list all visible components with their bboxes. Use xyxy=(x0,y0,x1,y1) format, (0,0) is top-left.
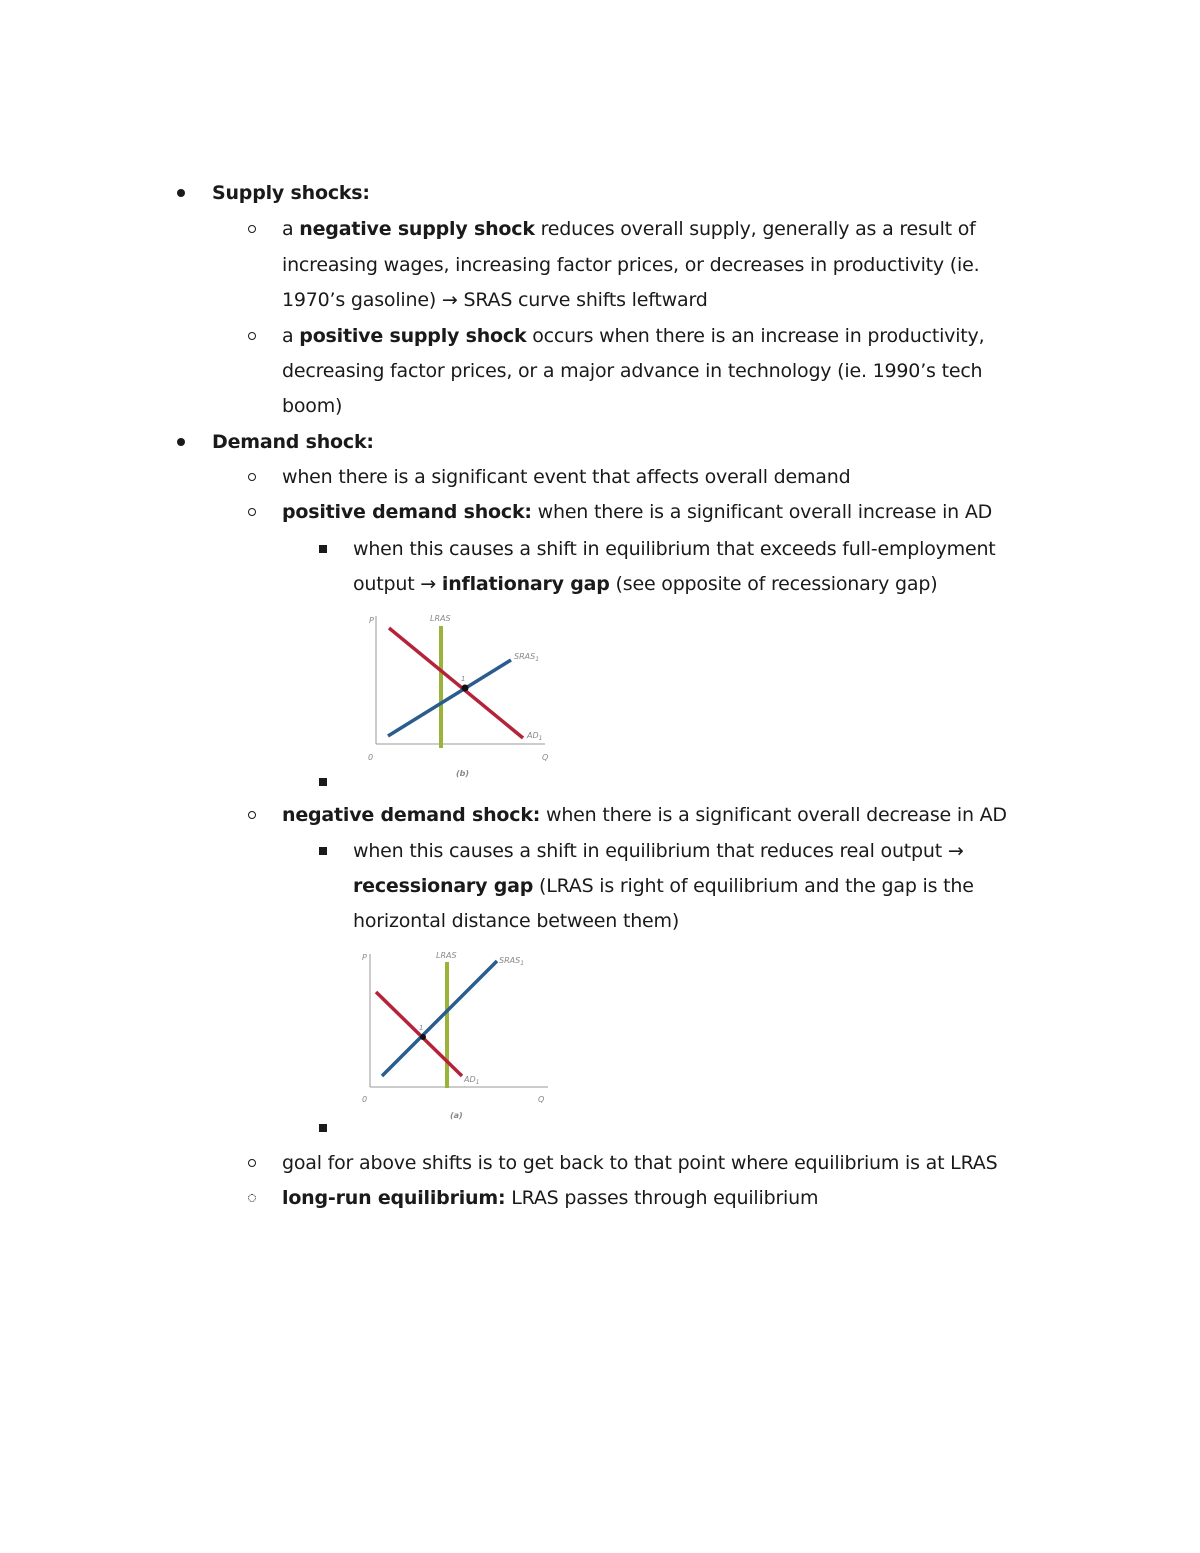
term-positive-demand-shock: positive demand shock: xyxy=(282,501,532,523)
negative-supply-shock-line3: 1970’s gasoline) → SRAS curve shifts leftward xyxy=(282,289,708,311)
p-axis-label: P xyxy=(362,953,367,962)
bullet-circle xyxy=(245,804,259,826)
term-positive-supply-shock: positive supply shock xyxy=(299,325,527,347)
term-negative-demand-shock: negative demand shock: xyxy=(282,804,541,826)
ad-line xyxy=(376,992,462,1076)
equilibrium-point xyxy=(420,1034,426,1040)
bullet-square xyxy=(316,538,330,560)
lras-label: LRAS xyxy=(430,614,451,623)
bullet-circle-dotted xyxy=(245,1187,259,1209)
figure-caption: (b) xyxy=(456,769,470,778)
recessionary-gap-line2: recessionary gap (LRAS is right of equilibrium and the gap is the xyxy=(353,875,974,897)
bullet-square xyxy=(316,771,330,793)
figure-caption: (a) xyxy=(450,1111,463,1120)
equilibrium-point xyxy=(462,685,469,692)
figure-inflationary-gap xyxy=(360,608,560,783)
figure-recessionary-gap xyxy=(352,946,557,1126)
lras-label: LRAS xyxy=(436,951,457,960)
bullet-circle xyxy=(245,325,259,347)
positive-supply-shock-line3: boom) xyxy=(282,395,343,417)
negative-demand-shock-line: negative demand shock: when there is a significant overall decrease in AD xyxy=(282,804,1007,826)
origin-label: 0 xyxy=(368,753,374,762)
term-recessionary-gap: recessionary gap xyxy=(353,875,534,897)
demand-shock-definition: when there is a significant event that affects overall demand xyxy=(282,466,851,488)
positive-supply-shock-line2: decreasing factor prices, or a major advance in technology (ie. 1990’s tech xyxy=(282,360,983,382)
negative-supply-shock-line1: a negative supply shock reduces overall supply, generally as a result of xyxy=(282,218,976,240)
term-long-run-equilibrium: long-run equilibrium: xyxy=(282,1187,506,1209)
sras-line xyxy=(388,660,511,736)
bullet-circle xyxy=(245,218,259,240)
sras-label: $SRAS_1$ xyxy=(514,652,540,663)
origin-label: 0 xyxy=(362,1095,368,1104)
ad-label: $AD_1$ xyxy=(527,731,543,742)
recessionary-gap-line1: when this causes a shift in equilibrium that reduces real output → xyxy=(353,840,964,862)
positive-demand-shock-line: positive demand shock: when there is a significant overall increase in AD xyxy=(282,501,993,523)
positive-supply-shock-line1: a positive supply shock occurs when there is an increase in productivity, xyxy=(282,325,985,347)
recessionary-gap-line3: horizontal distance between them) xyxy=(353,910,680,932)
equilibrium-label: 1 xyxy=(419,1024,424,1032)
q-axis-label: Q xyxy=(542,753,549,762)
sras-label: $SRAS_1$ xyxy=(499,956,525,967)
bullet-disc xyxy=(174,182,188,204)
ad-label: $AD_1$ xyxy=(464,1075,480,1086)
goal-line: goal for above shifts is to get back to that point where equilibrium is at LRAS xyxy=(282,1152,998,1174)
p-axis-label: P xyxy=(369,616,374,625)
equilibrium-label: 1 xyxy=(461,675,466,683)
bullet-circle xyxy=(245,466,259,488)
negative-supply-shock-line2: increasing wages, increasing factor prices, or decreases in productivity (ie. xyxy=(282,254,980,276)
long-run-equilibrium-line: long-run equilibrium: LRAS passes through equilibrium xyxy=(282,1187,819,1209)
bullet-disc xyxy=(174,431,188,453)
inflationary-gap-line1: when this causes a shift in equilibrium that exceeds full-employment xyxy=(353,538,996,560)
bullet-circle xyxy=(245,1152,259,1174)
term-negative-supply-shock: negative supply shock xyxy=(299,218,535,240)
heading-supply-shocks: Supply shocks: xyxy=(212,182,370,204)
q-axis-label: Q xyxy=(538,1095,545,1104)
bullet-square xyxy=(316,1117,330,1139)
sras-line xyxy=(382,961,497,1076)
term-inflationary-gap: inflationary gap xyxy=(441,573,610,595)
inflationary-gap-line2: output → inflationary gap (see opposite of recessionary gap) xyxy=(353,573,938,595)
bullet-square xyxy=(316,840,330,862)
heading-demand-shock: Demand shock: xyxy=(212,431,374,453)
bullet-circle xyxy=(245,501,259,523)
